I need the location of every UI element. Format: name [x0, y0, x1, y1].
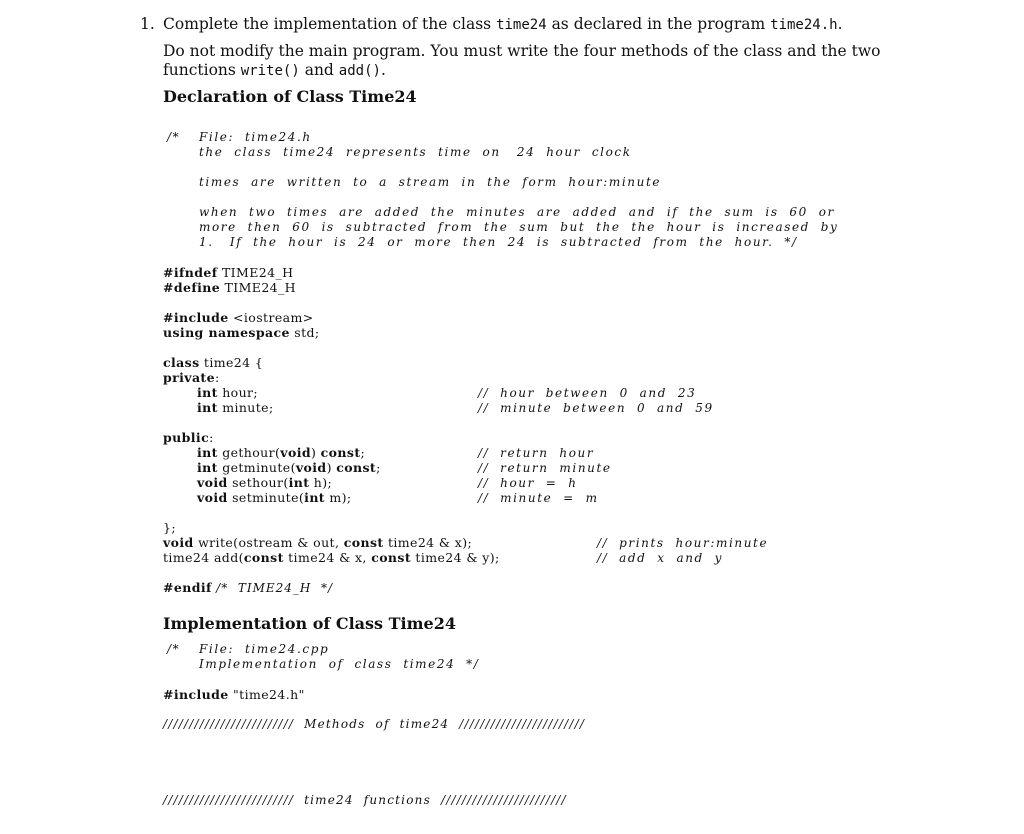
semicolon: ;	[376, 460, 381, 475]
class-header: time24 {	[203, 355, 264, 370]
param: m);	[329, 490, 352, 505]
keyword: int	[197, 445, 218, 460]
define-line	[163, 280, 296, 295]
hour-member	[197, 385, 258, 400]
paren: )	[311, 445, 317, 460]
include-target: <iostream>	[233, 310, 314, 325]
function-sig: time24 & y);	[415, 550, 500, 565]
class-close: };	[163, 520, 176, 535]
intro-text: functions	[163, 61, 241, 79]
intro-text: .	[837, 15, 843, 33]
gethour-decl	[197, 445, 365, 460]
comment-line: times are written to a stream in the form hour:minute	[199, 175, 662, 189]
semicolon: ;	[360, 445, 366, 460]
comment-line: File: time24.cpp	[199, 642, 330, 656]
implementation-heading: Implementation of Class Time24	[163, 614, 456, 633]
class-line	[163, 355, 263, 370]
function-sig: time24 & x,	[288, 550, 367, 565]
include-line	[163, 310, 314, 325]
keyword: #include	[163, 310, 229, 325]
impl-include-line	[163, 687, 305, 702]
intro-text: and	[299, 61, 339, 79]
keyword: int	[197, 400, 218, 415]
keyword: private	[163, 370, 215, 385]
public-line	[163, 430, 214, 445]
item-number: 1.	[140, 15, 155, 33]
keyword: class	[163, 355, 200, 370]
function-sig: time24 & x);	[387, 535, 473, 550]
comment-open: /*	[167, 642, 181, 656]
keyword: void	[163, 535, 194, 550]
keyword: void	[197, 475, 228, 490]
namespace-name: std;	[294, 325, 320, 340]
comment-line: Implementation of class time24 */	[199, 657, 480, 671]
member: minute;	[222, 400, 274, 415]
macro-name: TIME24_H	[224, 280, 296, 295]
return-hour-comment: // return hour	[478, 446, 595, 460]
member: hour;	[222, 385, 259, 400]
keyword: using namespace	[163, 325, 290, 340]
include-target: "time24.h"	[233, 687, 305, 702]
keyword: int	[197, 385, 218, 400]
file-name-code: time24.h	[770, 17, 838, 33]
keyword: const	[243, 550, 284, 565]
keyword: #ifndef	[163, 265, 218, 280]
write-decl	[163, 535, 472, 550]
keyword: const	[371, 550, 412, 565]
keyword: #endif	[163, 580, 212, 595]
write-fn-code: write()	[240, 63, 300, 79]
function-sig: write(ostream & out,	[198, 535, 340, 550]
add-fn-code: add()	[338, 63, 381, 79]
return-minute-comment: // return minute	[478, 461, 612, 475]
keyword: const	[320, 445, 361, 460]
using-line	[163, 325, 320, 340]
method-name: sethour(	[232, 475, 289, 490]
intro-line-1	[163, 15, 843, 33]
comment-line: 1. If the hour is 24 or more then 24 is subtracted from the hour. */	[199, 235, 798, 249]
add-comment: // add x and y	[597, 551, 724, 565]
class-name-code: time24	[496, 17, 547, 33]
endif-comment: /* TIME24_H */	[216, 581, 334, 595]
keyword: #define	[163, 280, 221, 295]
keyword: #include	[163, 687, 229, 702]
intro-line-3	[163, 61, 386, 79]
keyword: void	[295, 460, 327, 475]
method-name: getminute(	[222, 460, 296, 475]
intro-text: as declared in the program	[546, 15, 771, 33]
colon: :	[214, 370, 220, 385]
set-minute-comment: // minute = m	[478, 491, 599, 505]
write-comment: // prints hour:minute	[597, 536, 769, 550]
add-decl	[163, 550, 500, 565]
keyword: void	[197, 490, 228, 505]
keyword: public	[163, 430, 210, 445]
private-line	[163, 370, 220, 385]
intro-line-2: Do not modify the main program. You must write the four methods of the class and the two	[163, 42, 881, 60]
keyword: int	[288, 475, 310, 490]
comment-line: more then 60 is subtracted from the sum but the the hour is increased by	[199, 220, 839, 234]
getminute-decl	[197, 460, 381, 475]
comment-open: /*	[167, 130, 181, 144]
sethour-decl	[197, 475, 332, 490]
minute-comment: // minute between 0 and 59	[478, 401, 714, 415]
keyword: int	[304, 490, 325, 505]
keyword: void	[280, 445, 311, 460]
minute-member	[197, 400, 274, 415]
keyword: const	[343, 535, 384, 550]
method-name: gethour(	[222, 445, 281, 460]
functions-banner: ///////////////////////// time24 functions ////////////////////////	[163, 793, 567, 807]
ifndef-line	[163, 265, 293, 280]
methods-banner: ///////////////////////// Methods of time24 ////////////////////////	[163, 717, 586, 731]
setminute-decl	[197, 490, 352, 505]
method-name: setminute(	[232, 490, 305, 505]
comment-line: the class time24 represents time on 24 hour clock	[199, 145, 632, 159]
colon: :	[209, 430, 214, 445]
intro-text: .	[380, 61, 386, 79]
keyword: int	[197, 460, 218, 475]
param: h);	[313, 475, 333, 490]
intro-text: Complete the implementation of the class	[163, 15, 497, 33]
declaration-heading: Declaration of Class Time24	[163, 87, 417, 106]
function-sig: time24 add(	[163, 550, 244, 565]
comment-line: when two times are added the minutes are added and if the sum is 60 or	[199, 205, 835, 219]
macro-name: TIME24_H	[221, 265, 294, 280]
endif-line	[163, 580, 333, 595]
set-hour-comment: // hour = h	[478, 476, 578, 490]
paren: )	[326, 460, 332, 475]
comment-line: File: time24.h	[199, 130, 312, 144]
keyword: const	[336, 460, 377, 475]
hour-comment: // hour between 0 and 23	[478, 386, 697, 400]
